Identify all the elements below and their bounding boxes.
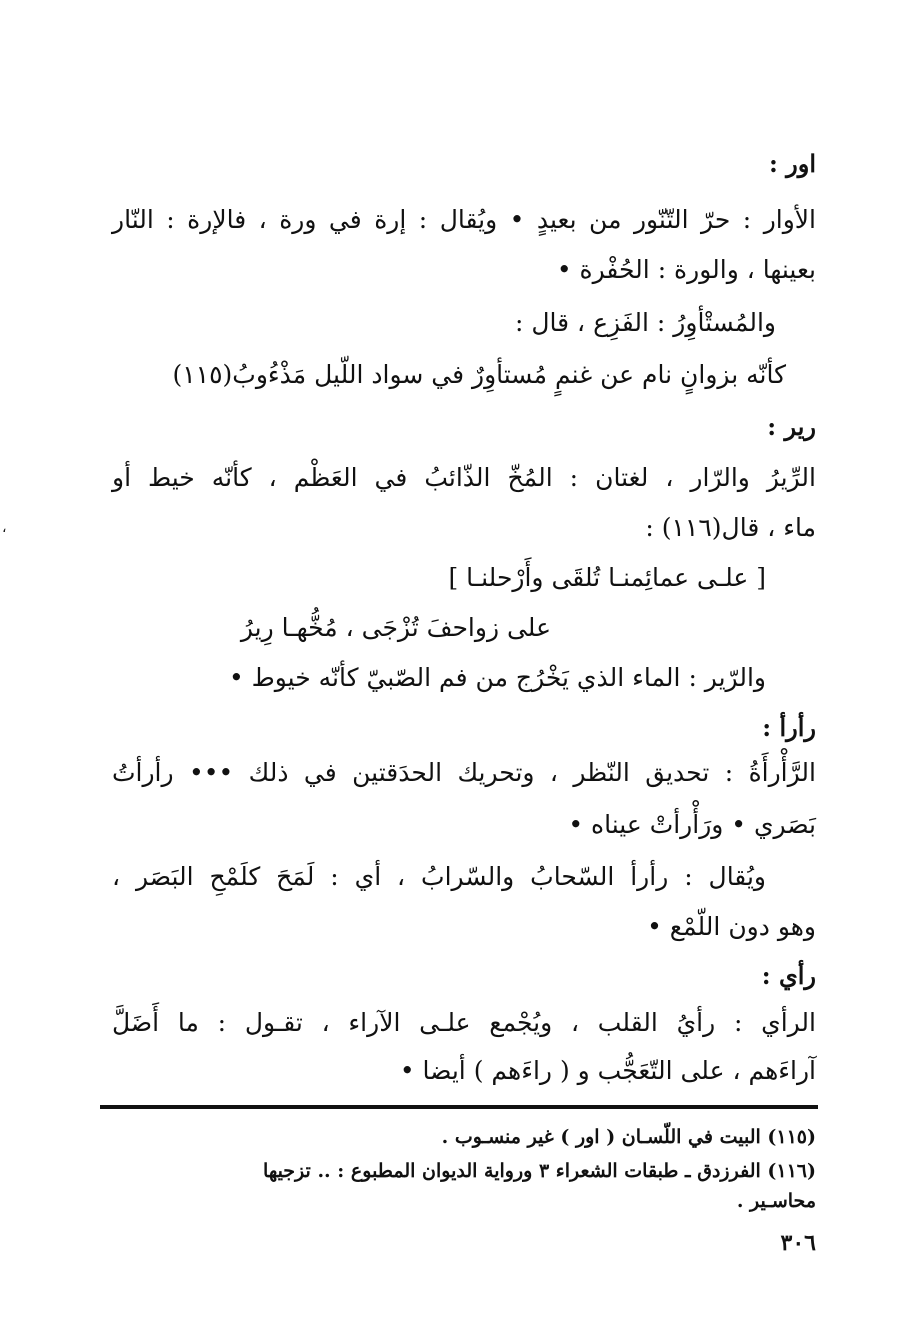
- entry-text: آراءَهم ، على التّعَجُّب و ( راءَهم ) أيضا •: [399, 1056, 816, 1085]
- footnote-115: (١١٥) البيت في اللّسـان ( اور ) غير منسـوب .: [441, 1126, 816, 1148]
- page-number: ٣٠٦: [780, 1230, 816, 1256]
- entry-heading-awr: اور :: [768, 149, 816, 178]
- footnote-116: (١١٦) الفرزدق ـ طبقات الشعراء ٣ ورواية الديوان المطبوع : .. تزجيها: [263, 1160, 816, 1182]
- footnote-116-continued: محاسـير .: [736, 1190, 816, 1212]
- entry-heading-ra-ra: رأرأ :: [762, 713, 816, 742]
- entry-text: ويُقال : رأرأ السّحابُ والسّرابُ ، أي : لَمَحَ كلَمْحِ البَصَر ،: [112, 862, 766, 891]
- entry-heading-rai: رأي :: [761, 961, 816, 990]
- entry-text: الرِّيرُ والرّار ، لغتان : المُخّ الذّائبُ في العَظْم ، كأنّه خيط أو: [112, 463, 816, 492]
- entry-text: بعينها ، والورة : الحُفْرة •: [556, 255, 816, 284]
- margin-mark: ،: [2, 520, 7, 536]
- entry-text: الرَّأْرأَةُ : تحديق النّظر ، وتحريك الحدَقتين في ذلك ••• رأرأتُ: [112, 758, 816, 787]
- entry-text: والرّير : الماء الذي يَخْرُج من فم الصّبيّ كأنّه خيوط •: [228, 663, 766, 692]
- verse-line: كأنّه بزوانٍ نام عن غنمٍ مُستأوِرٌ في سواد اللّيل مَذْءُوبُ(١١٥): [172, 360, 786, 389]
- entry-text: وهو دون اللّمْع •: [647, 912, 816, 941]
- verse-line: [ علـى عمائِمنـا تُلقَى وأَرْحلنـا ]: [448, 563, 766, 592]
- entry-heading-rir: رير :: [767, 412, 816, 441]
- entry-text: الأوار : حرّ التّنّور من بعيدٍ • ويُقال : إرة في ورة ، فالإرة : النّار: [112, 205, 816, 234]
- entry-text: ماء ، قال(١١٦) :: [645, 513, 816, 542]
- footnote-divider: [100, 1105, 818, 1109]
- entry-text: بَصَري • ورَأْرأتْ عيناه •: [568, 810, 816, 839]
- verse-line: على زواحفَ تُزْجَى ، مُخُّهـا رِيرُ: [240, 613, 551, 642]
- entry-text: الرأي : رأيُ القلب ، ويُجْمع علـى الآراء ، تقـول : ما أَضَلَّ: [112, 1008, 816, 1037]
- entry-text: والمُستْأوِرُ : الفَزِع ، قال :: [515, 308, 776, 337]
